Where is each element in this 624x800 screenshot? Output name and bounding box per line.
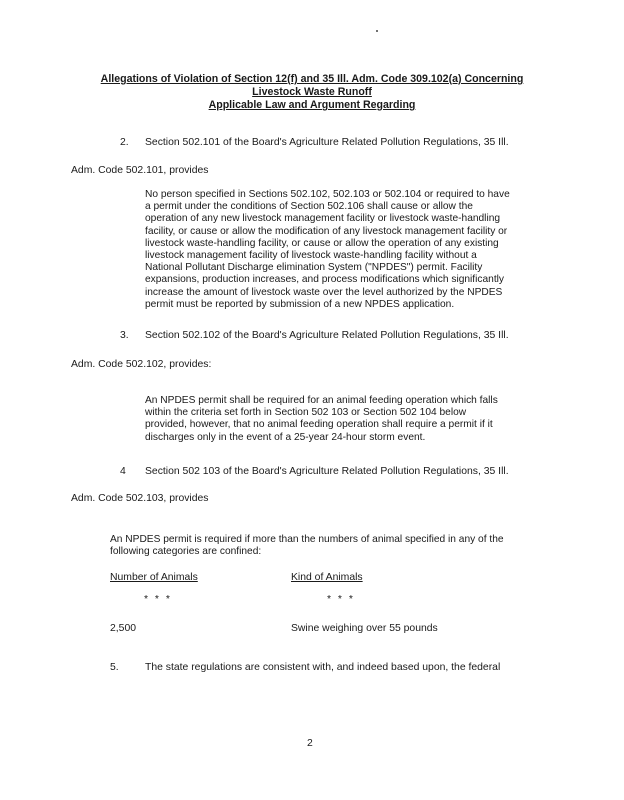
animal-count-value: 2,500 (110, 623, 137, 634)
paragraph-number-3: 3. (120, 330, 129, 341)
quote-line: within the criteria set forth in Section 502 103 or Section 502 104 below (145, 407, 467, 419)
quote-line: National Pollutant Discharge elimination System ("NPDES") permit. Facility (145, 262, 483, 274)
block-quote-502-101 (145, 189, 510, 311)
paragraph-3-text: Section 502.102 of the Board's Agriculture Related Pollution Regulations, 35 Ill. (145, 330, 509, 341)
quote-line: operation of any new livestock management facility or livestock waste-handling (145, 213, 501, 225)
paragraph-number-2: 2. (120, 137, 129, 148)
paragraph-4-continuation: Adm. Code 502.103, provides (71, 493, 209, 504)
section-heading-line3: Applicable Law and Argument Regarding (208, 99, 416, 111)
paragraph-4-text: Section 502 103 of the Board's Agriculture Related Pollution Regulations, 35 Ill. (145, 466, 509, 477)
scan-speck (376, 30, 378, 32)
paragraph-number-4: 4 (120, 466, 126, 477)
quote-line: permit must be reported by submission of a new NPDES application. (145, 298, 455, 310)
quote-line: a permit under the conditions of Section 502.106 shall cause or allow the (145, 201, 473, 213)
page-number: 2 (307, 738, 313, 749)
section-heading-line2: Livestock Waste Runoff (252, 86, 372, 98)
quote-line: provided, however, that no animal feeding operation shall require a permit if it (145, 419, 493, 431)
column-header-kind-of-animals: Kind of Animals (291, 572, 363, 583)
paragraph-5-text: The state regulations are consistent with, and indeed based upon, the federal (145, 662, 501, 673)
omission-ellipsis-left: * * * (144, 594, 172, 605)
column-header-number-of-animals: Number of Animals (110, 572, 198, 583)
paragraph-2-continuation: Adm. Code 502.101, provides (71, 165, 209, 176)
animal-kind-value: Swine weighing over 55 pounds (291, 623, 438, 634)
paragraph-number-5: 5. (110, 662, 119, 673)
quote-line: expansions, production increases, and process modifications which significantly (145, 274, 505, 286)
quote-line: discharges only in the event of a 25-year 24-hour storm event. (145, 431, 426, 443)
quote-line: No person specified in Sections 502.102, 502.103 or 502.104 or required to have (145, 189, 510, 200)
block-quote-502-103 (110, 534, 504, 558)
quote-line: An NPDES permit shall be required for an animal feeding operation which falls (145, 395, 498, 406)
quote-line: livestock management facility of livestock waste-handling facility without a (145, 250, 477, 262)
quote-line: An NPDES permit is required if more than the numbers of animal specified in any of the (110, 534, 504, 545)
quote-line: following categories are confined: (110, 546, 262, 558)
section-heading-line1: Allegations of Violation of Section 12(f) and 35 Ill. Adm. Code 309.102(a) Concerning (100, 73, 524, 85)
quote-line: facility, or cause or allow the modification of any livestock management facility or (145, 225, 508, 237)
quote-line: livestock waste-handling facility, or cause or allow the operation of any existing (145, 237, 499, 249)
quote-line: increase the amount of livestock waste over the level authorized by the NPDES (145, 286, 503, 298)
paragraph-2-text: Section 502.101 of the Board's Agriculture Related Pollution Regulations, 35 Ill. (145, 137, 509, 148)
block-quote-502-102 (145, 395, 498, 444)
omission-ellipsis-right: * * * (327, 594, 355, 605)
paragraph-3-continuation: Adm. Code 502.102, provides: (71, 359, 212, 370)
